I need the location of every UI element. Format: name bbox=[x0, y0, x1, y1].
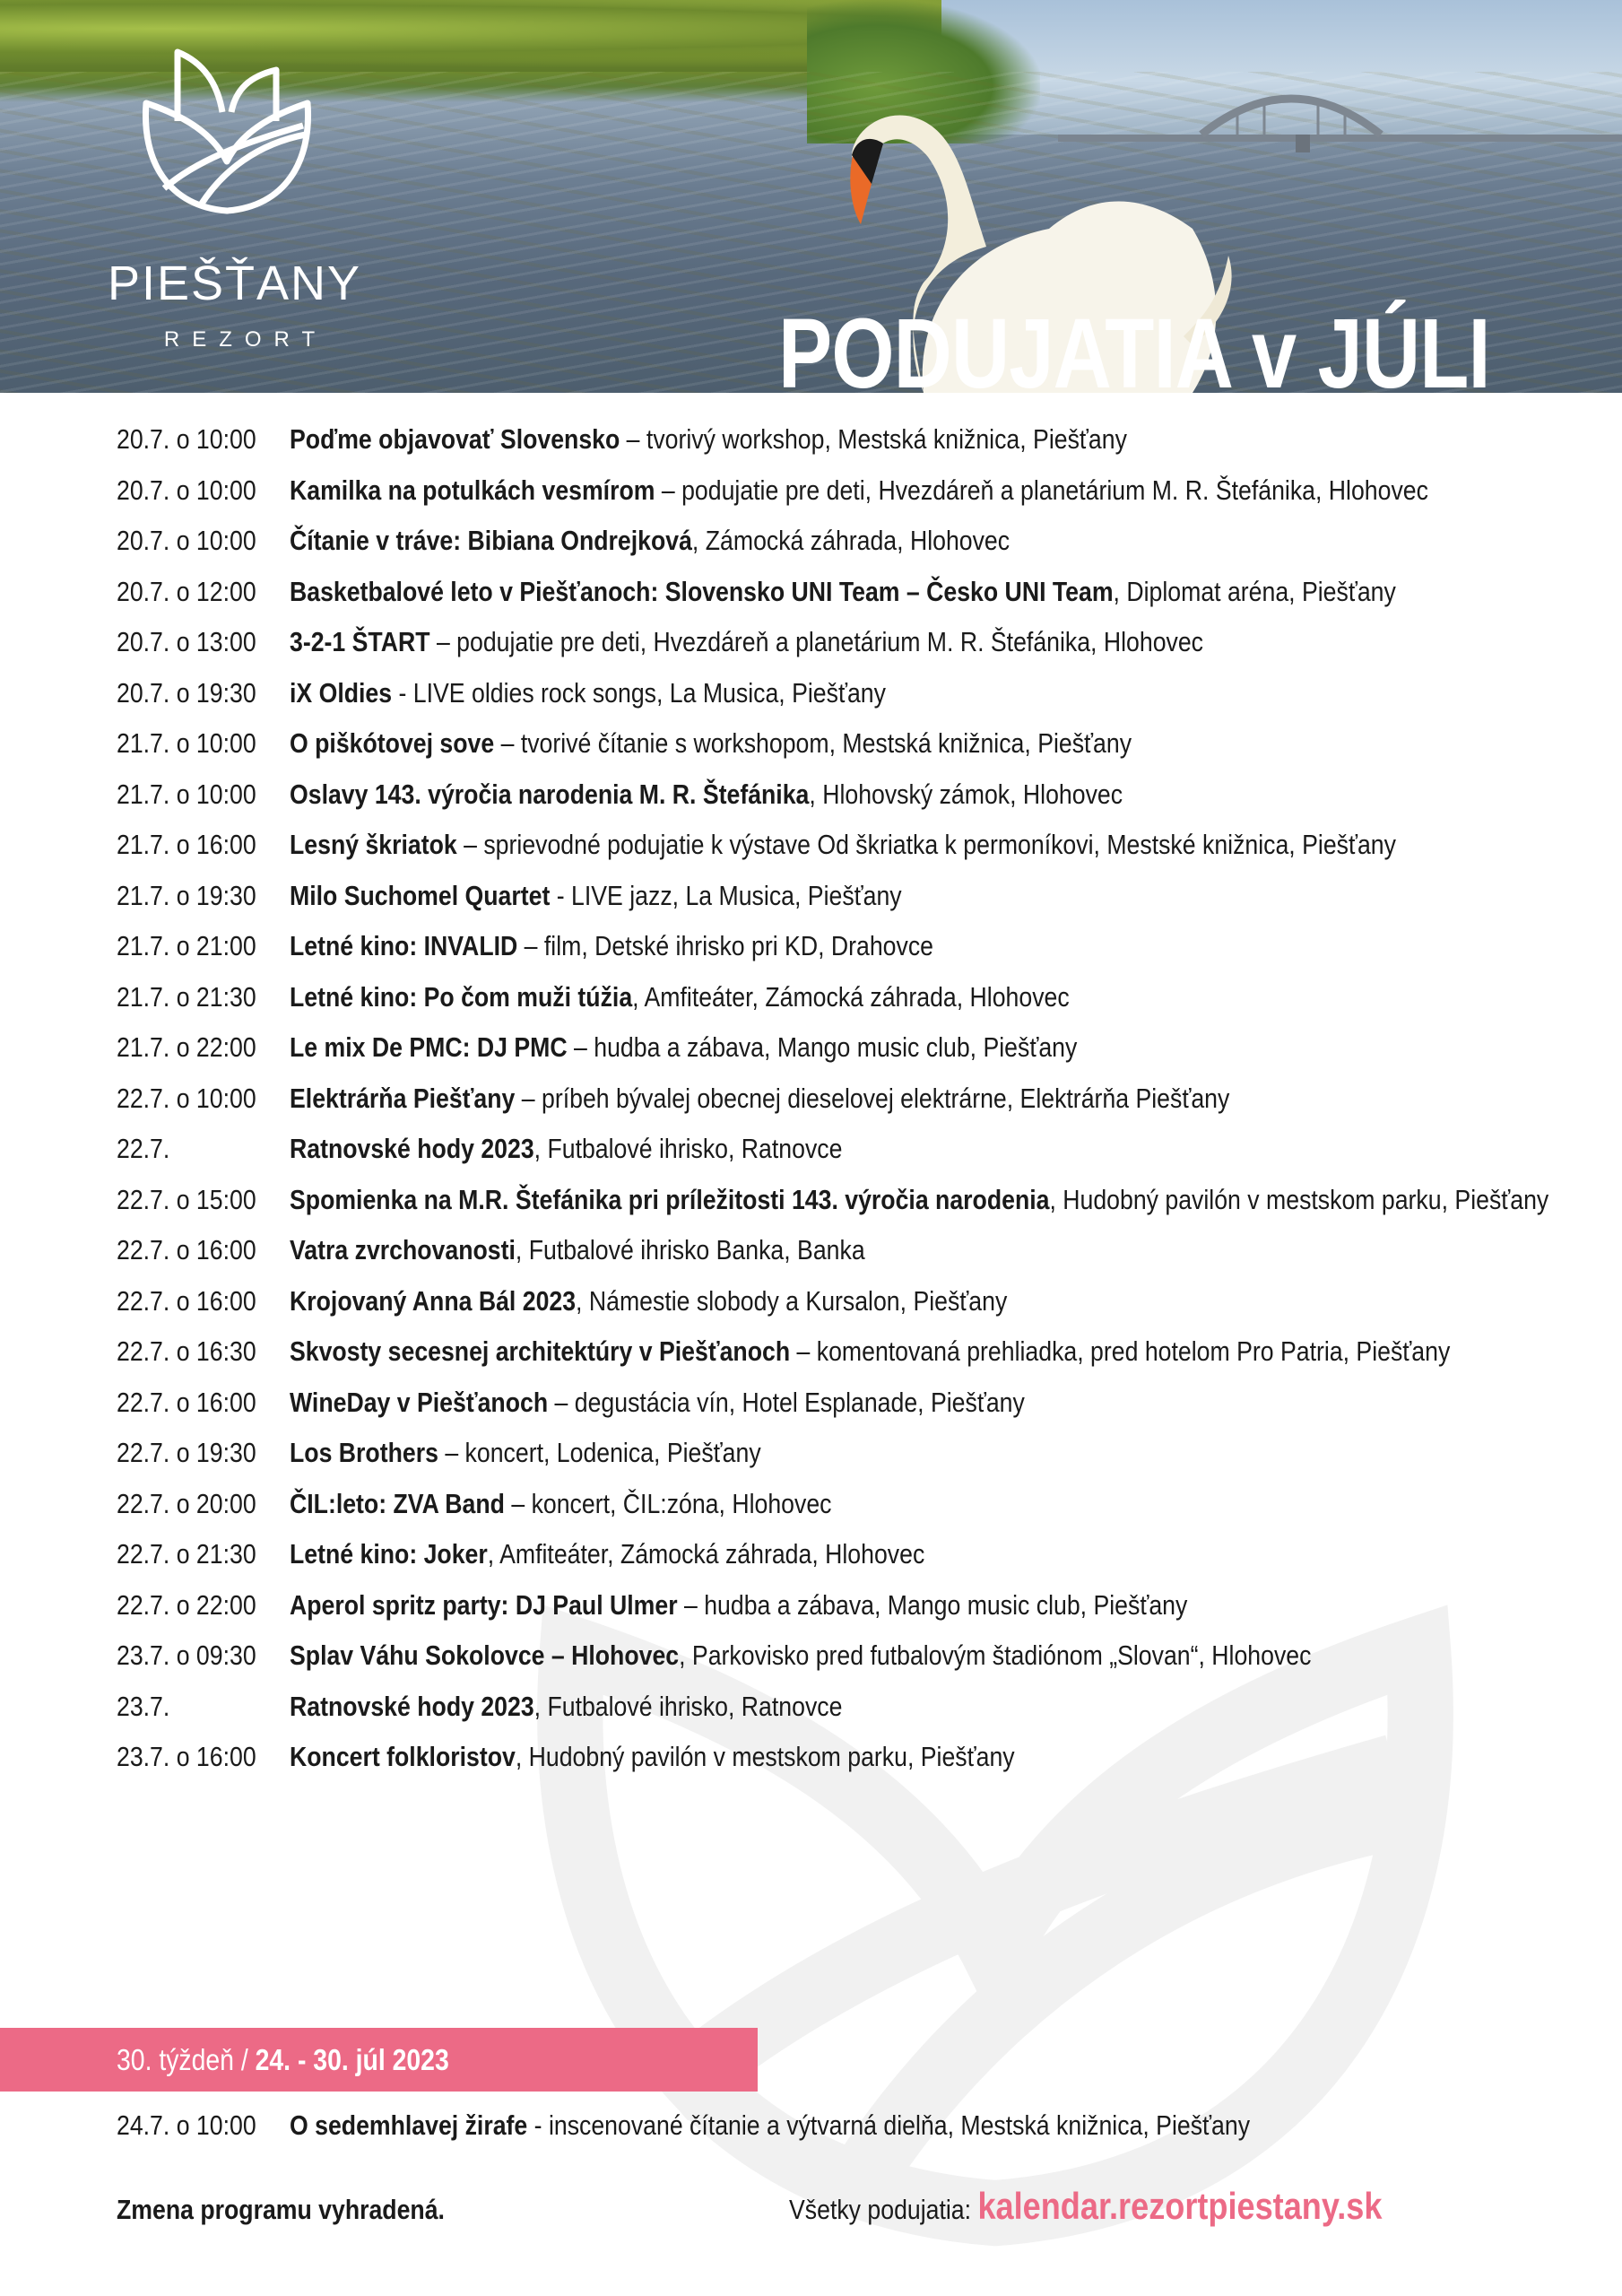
event-description bbox=[290, 878, 1587, 913]
event-row bbox=[117, 1334, 1587, 1369]
event-datetime: 22.7. bbox=[117, 1133, 170, 1164]
calendar-link[interactable]: kalendar.rezortpiestany.sk bbox=[977, 2185, 1383, 2227]
event-title: WineDay v Piešťanoch bbox=[290, 1386, 549, 1418]
event-details: , Námestie slobody a Kursalon, Piešťany bbox=[576, 1284, 1008, 1317]
event-description bbox=[290, 1536, 1587, 1571]
brand-subtitle: REZORT bbox=[163, 327, 328, 352]
event-details: , Hudobný pavilón v mestskom parku, Piešťany bbox=[515, 1741, 1015, 1772]
event-title: Oslavy 143. výročia narodenia M. R. Štefánika bbox=[290, 778, 810, 810]
event-title: Los Brothers bbox=[290, 1437, 438, 1468]
event-description bbox=[290, 827, 1587, 862]
event-details: , Futbalové ihrisko, Ratnovce bbox=[533, 1690, 843, 1722]
event-row bbox=[117, 675, 1587, 710]
event-title: Vatra zvrchovanosti bbox=[290, 1234, 516, 1265]
event-description bbox=[290, 1689, 1587, 1724]
event-row bbox=[117, 1385, 1587, 1420]
event-title: Ratnovské hody 2023 bbox=[290, 1690, 534, 1722]
event-row bbox=[117, 1030, 1587, 1065]
event-title: Elektrárňa Piešťany bbox=[290, 1082, 516, 1114]
event-description bbox=[290, 1131, 1587, 1166]
event-details: – hudba a zábava, Mango music club, Piešťany bbox=[677, 1588, 1188, 1621]
event-details: – tvorivý workshop, Mestská knižnica, Piešťany bbox=[620, 423, 1127, 455]
event-description bbox=[290, 1081, 1587, 1116]
event-row bbox=[117, 1232, 1587, 1267]
event-title: Basketbalové leto v Piešťanoch: Slovensko UNI Team – Česko UNI Team bbox=[290, 575, 1114, 607]
event-description bbox=[290, 624, 1587, 659]
event-description bbox=[290, 1283, 1587, 1318]
event-details: – komentovaná prehliadka, pred hotelom Pro Patria, Piešťany bbox=[790, 1335, 1451, 1367]
all-events-label: Všetky podujatia: bbox=[789, 2194, 978, 2225]
event-datetime: 23.7. o 16:00 bbox=[117, 1741, 256, 1772]
event-details: – koncert, Lodenica, Piešťany bbox=[438, 1437, 761, 1468]
event-datetime: 20.7. o 10:00 bbox=[117, 474, 256, 506]
event-datetime: 21.7. o 22:00 bbox=[117, 1031, 256, 1063]
event-description bbox=[290, 1182, 1587, 1217]
event-datetime: 22.7. o 10:00 bbox=[117, 1082, 256, 1114]
week-date-range: 24. - 30. júl 2023 bbox=[255, 2043, 449, 2076]
week-banner bbox=[0, 2028, 758, 2092]
event-details: – podujatie pre deti, Hvezdáreň a planetárium M. R. Štefánika, Hlohovec bbox=[429, 626, 1204, 657]
event-datetime: 22.7. o 16:30 bbox=[117, 1335, 256, 1367]
event-description bbox=[290, 574, 1587, 609]
event-row bbox=[117, 1081, 1587, 1116]
event-details: , Diplomat aréna, Piešťany bbox=[1113, 575, 1396, 607]
event-details: – príbeh bývalej obecnej dieselovej elektrárne, Elektrárňa Piešťany bbox=[515, 1082, 1230, 1114]
event-title: Ratnovské hody 2023 bbox=[290, 1133, 534, 1164]
event-title: Le mix De PMC: DJ PMC bbox=[290, 1031, 568, 1063]
event-details: - LIVE jazz, La Musica, Piešťany bbox=[550, 879, 902, 911]
week-number: 30. týždeň / bbox=[117, 2043, 256, 2076]
event-row bbox=[117, 878, 1587, 913]
event-details: – podujatie pre deti, Hvezdáreň a planetárium M. R. Štefánika, Hlohovec bbox=[655, 474, 1428, 506]
event-details: – tvorivé čítanie s workshopom, Mestská knižnica, Piešťany bbox=[494, 727, 1132, 759]
event-details: , Amfiteáter, Zámocká záhrada, Hlohovec bbox=[487, 1538, 925, 1570]
event-details: , Futbalové ihrisko, Ratnovce bbox=[533, 1133, 843, 1164]
event-datetime: 21.7. o 10:00 bbox=[117, 727, 256, 759]
event-description bbox=[290, 1334, 1587, 1369]
event-datetime: 22.7. o 16:00 bbox=[117, 1284, 256, 1317]
event-title: 3-2-1 ŠTART bbox=[290, 626, 430, 657]
event-datetime: 20.7. o 13:00 bbox=[117, 626, 256, 657]
event-datetime: 22.7. o 15:00 bbox=[117, 1183, 256, 1215]
event-title: Letné kino: Joker bbox=[290, 1538, 488, 1570]
event-description bbox=[290, 675, 1587, 710]
event-details: – sprievodné podujatie k výstave Od škriatka k permoníkovi, Mestské knižnica, Piešťany bbox=[456, 829, 1396, 860]
event-description bbox=[290, 473, 1587, 508]
event-datetime: 20.7. o 19:30 bbox=[117, 676, 256, 709]
event-datetime: 22.7. o 20:00 bbox=[117, 1487, 256, 1519]
lotus-leaf-icon bbox=[133, 36, 321, 215]
event-details: , Amfiteáter, Zámocká záhrada, Hlohovec bbox=[632, 980, 1070, 1013]
event-details: , Zámocká záhrada, Hlohovec bbox=[691, 525, 1010, 556]
event-row bbox=[117, 473, 1587, 508]
event-title: Spomienka na M.R. Štefánika pri príležitosti 143. výročia narodenia bbox=[290, 1183, 1050, 1215]
event-description bbox=[290, 1739, 1587, 1774]
event-details: - inscenované čítanie a výtvarná dielňa, Mestská knižnica, Piešťany bbox=[527, 2109, 1251, 2141]
event-title: Skvosty secesnej architektúry v Piešťanoch bbox=[290, 1335, 791, 1367]
event-description bbox=[290, 1435, 1587, 1470]
event-title: O sedemhlavej žirafe bbox=[290, 2109, 528, 2141]
event-title: Poďme objavovať Slovensko bbox=[290, 423, 620, 455]
event-description bbox=[290, 2108, 1587, 2143]
event-list-week-30 bbox=[117, 2108, 1587, 2159]
event-row bbox=[117, 624, 1587, 659]
event-row bbox=[117, 777, 1587, 812]
event-datetime: 22.7. o 16:00 bbox=[117, 1386, 256, 1418]
event-title: iX Oldies bbox=[290, 676, 393, 709]
event-title: Aperol spritz party: DJ Paul Ulmer bbox=[290, 1588, 678, 1621]
event-title: Krojovaný Anna Bál 2023 bbox=[290, 1284, 577, 1317]
event-row bbox=[117, 1638, 1587, 1673]
event-title: Splav Váhu Sokolovce – Hlohovec bbox=[290, 1639, 680, 1671]
event-details: – degustácia vín, Hotel Esplanade, Piešťany bbox=[548, 1386, 1025, 1418]
event-row bbox=[117, 979, 1587, 1014]
event-title: Letné kino: INVALID bbox=[290, 930, 518, 961]
event-row bbox=[117, 1739, 1587, 1774]
event-description bbox=[290, 726, 1587, 761]
event-description bbox=[290, 1385, 1587, 1420]
event-row bbox=[117, 1587, 1587, 1622]
event-details: , Parkovisko pred futbalovým štadiónom „Slovan“, Hlohovec bbox=[679, 1639, 1312, 1671]
event-details: – film, Detské ihrisko pri KD, Drahovce bbox=[517, 930, 933, 961]
event-row bbox=[117, 574, 1587, 609]
event-list bbox=[117, 422, 1587, 1790]
page-title: PODUJATIA v JÚLI bbox=[778, 299, 1490, 393]
event-row bbox=[117, 1435, 1587, 1470]
event-row bbox=[117, 1486, 1587, 1521]
event-datetime: 22.7. o 22:00 bbox=[117, 1588, 256, 1621]
event-title: Milo Suchomel Quartet bbox=[290, 879, 551, 911]
event-row bbox=[117, 523, 1587, 558]
event-description bbox=[290, 1232, 1587, 1267]
event-datetime: 22.7. o 21:30 bbox=[117, 1538, 256, 1570]
event-details: , Hlohovský zámok, Hlohovec bbox=[809, 778, 1123, 810]
event-datetime: 20.7. o 10:00 bbox=[117, 525, 256, 556]
event-row bbox=[117, 1182, 1587, 1217]
all-events-footer bbox=[789, 2185, 1382, 2228]
brand-name: PIEŠŤANY bbox=[108, 257, 362, 310]
event-description bbox=[290, 1030, 1587, 1065]
event-datetime: 24.7. o 10:00 bbox=[117, 2109, 256, 2141]
event-description bbox=[290, 777, 1587, 812]
event-row bbox=[117, 422, 1587, 457]
event-details: , Hudobný pavilón v mestskom parku, Piešťany bbox=[1049, 1183, 1549, 1215]
event-description bbox=[290, 928, 1587, 963]
event-title: Kamilka na potulkách vesmírom bbox=[290, 474, 655, 506]
event-datetime: 21.7. o 21:00 bbox=[117, 930, 256, 961]
event-row bbox=[117, 1536, 1587, 1571]
event-row bbox=[117, 827, 1587, 862]
event-datetime: 21.7. o 21:30 bbox=[117, 980, 256, 1013]
event-title: Koncert folkloristov bbox=[290, 1741, 516, 1772]
event-datetime: 23.7. bbox=[117, 1690, 170, 1722]
event-description bbox=[290, 422, 1587, 457]
event-datetime: 21.7. o 16:00 bbox=[117, 829, 256, 860]
event-row bbox=[117, 1131, 1587, 1166]
event-datetime: 20.7. o 12:00 bbox=[117, 575, 256, 607]
event-datetime: 22.7. o 16:00 bbox=[117, 1234, 256, 1265]
event-title: Lesný škriatok bbox=[290, 829, 457, 860]
header-photo bbox=[0, 0, 1622, 393]
event-description bbox=[290, 1638, 1587, 1673]
event-title: Čítanie v tráve: Bibiana Ondrejková bbox=[290, 525, 692, 556]
event-row bbox=[117, 1689, 1587, 1724]
event-row bbox=[117, 726, 1587, 761]
event-row bbox=[117, 2108, 1587, 2143]
event-description bbox=[290, 1486, 1587, 1521]
event-details: – hudba a zábava, Mango music club, Piešťany bbox=[567, 1031, 1078, 1063]
event-details: – koncert, ČIL:zóna, Hlohovec bbox=[504, 1487, 832, 1519]
event-row bbox=[117, 928, 1587, 963]
program-change-notice: Zmena programu vyhradená. bbox=[117, 2194, 445, 2225]
event-datetime: 22.7. o 19:30 bbox=[117, 1437, 256, 1468]
event-title: ČIL:leto: ZVA Band bbox=[290, 1487, 505, 1519]
event-datetime: 23.7. o 09:30 bbox=[117, 1639, 256, 1671]
event-title: Letné kino: Po čom muži túžia bbox=[290, 980, 633, 1013]
event-row bbox=[117, 1283, 1587, 1318]
event-details: , Futbalové ihrisko Banka, Banka bbox=[515, 1234, 865, 1265]
event-datetime: 21.7. o 19:30 bbox=[117, 879, 256, 911]
event-description bbox=[290, 523, 1587, 558]
event-description bbox=[290, 979, 1587, 1014]
event-description bbox=[290, 1587, 1587, 1622]
event-datetime: 20.7. o 10:00 bbox=[117, 423, 256, 455]
event-details: - LIVE oldies rock songs, La Musica, Piešťany bbox=[392, 676, 886, 709]
event-title: O piškótovej sove bbox=[290, 727, 495, 759]
event-datetime: 21.7. o 10:00 bbox=[117, 778, 256, 810]
